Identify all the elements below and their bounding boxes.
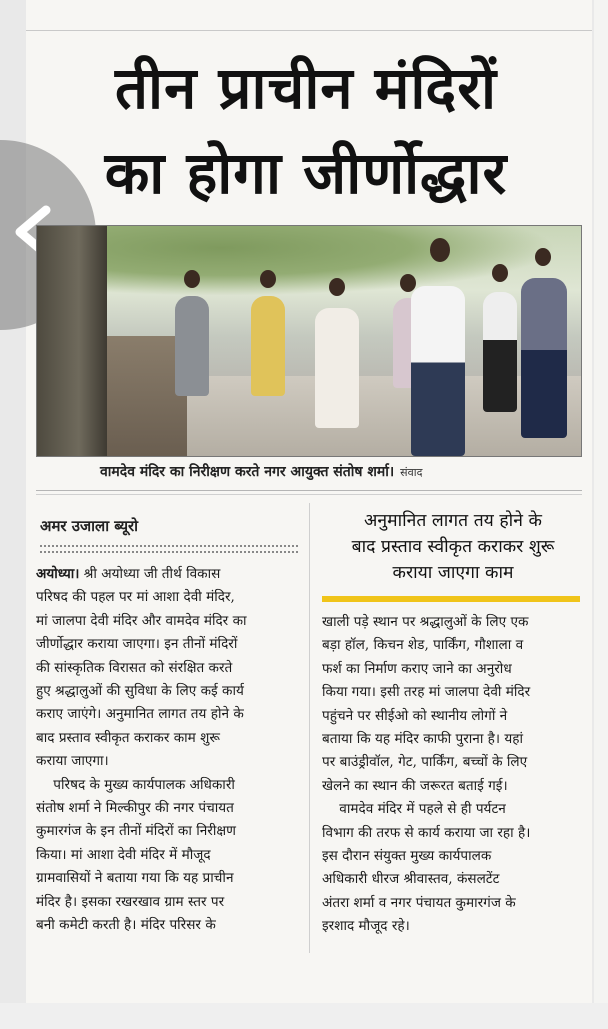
body-line: अंतरा शर्मा व नगर पंचायत कुमारगंज के [322,894,516,911]
body-line: वामदेव मंदिर में पहले से ही पर्यटन [322,801,506,818]
article-body-right [322,611,586,939]
photo-tree [37,226,107,456]
pull-quote-line: अनुमानित लागत तय होने के [364,511,542,531]
article-body-left [36,563,300,938]
photo-person [483,292,517,412]
body-line: परिषद के मुख्य कार्यपालक अधिकारी [36,776,235,793]
photo-person [411,286,465,456]
page-edge [594,0,608,1029]
body-line: ग्रामवासियों ने बताया गया कि यह प्राचीन [36,870,234,887]
column-separator [309,503,310,953]
body-line: विभाग की तरफ से कार्य कराया जा रहा है। [322,824,531,841]
photo-person [521,278,567,438]
body-line: पहुंचने पर सीईओ को स्थानीय लोगों ने [322,707,508,724]
body-line: फर्श का निर्माण कराए जाने का अनुरोध [322,660,512,677]
body-line: हुए श्रद्धालुओं की सुविधा के लिए कई कार्य [36,683,244,700]
body-line: किया गया। इसी तरह मां जालपा देवी मंदिर [322,684,531,701]
pull-quote [318,508,588,586]
photo-caption [100,462,530,481]
photo-person-head [492,264,508,282]
body-line: कराया जाएगा। [36,753,109,770]
pull-quote-line: बाद प्रस्ताव स्वीकृत कराकर शुरू [351,537,555,557]
photo-person-head [184,270,200,288]
body-line: पर बाउंड्रीवॉल, गेट, पार्किंग, बच्चों के लिए [322,754,528,771]
pull-quote-line: कराया जाएगा काम [392,563,514,583]
byline: अमर उजाला ब्यूरो [40,517,139,535]
body-line: जीर्णोद्धार कराया जाएगा। इन तीनों मंदिरों [36,636,238,653]
body-line: परिषद की पहल पर मां आशा देवी मंदिर, [36,589,235,606]
photo-person-head [400,274,416,292]
photo-person [251,296,285,396]
headline-line-2: का होगा जीर्णोद्धार [104,139,508,207]
body-line: संतोष शर्मा ने मिल्कीपुर की नगर पंचायत [36,800,234,817]
photo-credit: संवाद [400,466,423,479]
dateline: अयोध्या। [36,566,80,582]
news-photo [36,225,582,457]
byline-rule [40,545,298,547]
body-line: खाली पड़े स्थान पर श्रद्धालुओं के लिए एक [322,614,529,630]
photo-person-head [535,248,551,266]
divider [36,490,582,491]
body-line: मां जालपा देवी मंदिर और वामदेव मंदिर का [36,612,247,629]
body-line: अयोध्या। श्री अयोध्या जी तीर्थ विकास [36,566,221,582]
highlight-bar [322,596,580,602]
photo-floor [157,376,581,456]
photo-person [175,296,209,396]
body-line: मंदिर है। इसका रखरखाव ग्राम स्तर पर [36,893,225,910]
body-line: की सांस्कृतिक विरासत को संरक्षित करते [36,659,233,676]
body-line: किया। मां आशा देवी मंदिर में मौजूद [36,846,211,863]
headline-line-1: तीन प्राचीन मंदिरों [115,54,497,122]
photo-person-head [329,278,345,296]
body-line: बनी कमेटी करती है। मंदिर परिसर के [36,917,216,934]
body-line: इस दौरान संयुक्त मुख्य कार्यपालक [322,848,492,865]
body-line: बताया कि यह मंदिर काफी पुराना है। यहां [322,731,523,748]
photo-person-head [260,270,276,288]
body-line: इरशाद मौजूद रहे। [322,918,410,935]
caption-text: वामदेव मंदिर का निरीक्षण करते नगर आयुक्त संतोष शर्मा। [100,464,395,480]
photo-person-head [430,238,450,262]
divider [36,494,582,495]
byline-rule [40,551,298,553]
bottom-bar [0,1003,608,1029]
body-line: कराए जाएंगे। अनुमानित लागत तय होने के [36,706,244,723]
body-line: बाद प्रस्ताव स्वीकृत कराकर काम शुरू [36,729,220,746]
photo-person [315,308,359,428]
body-line: अधिकारी धीरज श्रीवास्तव, कंसलटेंट [322,871,500,888]
body-line: कुमारगंज के इन तीनों मंदिरों का निरीक्षण [36,823,236,840]
body-line: बड़ा हॉल, किचन शेड, पार्किंग, गौशाला व [322,637,524,654]
photo-canopy [77,225,557,296]
divider [26,30,592,31]
body-line: खेलने का स्थान की जरूरत बताई गई। [322,777,508,794]
